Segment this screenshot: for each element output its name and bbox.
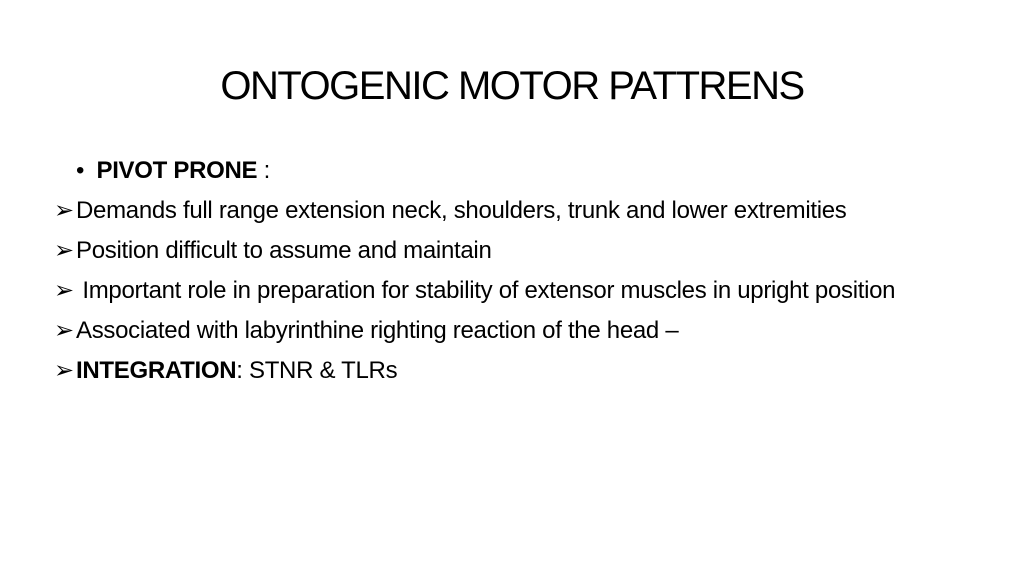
- list-item: ➢Associated with labyrinthine righting reaction of the head –: [54, 317, 679, 344]
- integration-label: INTEGRATION: [76, 357, 237, 384]
- list-item: ➢ Important role in preparation for stability of extensor muscles in upright position: [54, 277, 896, 304]
- integration-text: : STNR & TLRs: [236, 357, 398, 384]
- list-item-integration: ➢INTEGRATION: STNR & TLRs: [54, 357, 398, 384]
- slide-title: ONTOGENIC MOTOR PATTRENS: [220, 64, 804, 108]
- bullet-pivot-prone: [76, 156, 956, 186]
- bullet-dot-icon: •: [76, 157, 85, 184]
- list-item-text: Demands full range extension neck, shoulders, trunk and lower extremities: [76, 197, 847, 224]
- list-item: ➢Position difficult to assume and maintain: [54, 237, 492, 264]
- pivot-prone-suffix: :: [257, 157, 270, 184]
- pivot-prone-label: PIVOT PRONE: [96, 157, 258, 184]
- list-item-text: Position difficult to assume and maintain: [76, 237, 492, 264]
- list-item-text: Important role in preparation for stability of extensor muscles in upright position: [76, 277, 896, 304]
- list-item-text: Associated with labyrinthine righting reaction of the head –: [76, 317, 679, 344]
- list-item: ➢Demands full range extension neck, shoulders, trunk and lower extremities: [54, 197, 847, 224]
- slide-content: [54, 156, 956, 396]
